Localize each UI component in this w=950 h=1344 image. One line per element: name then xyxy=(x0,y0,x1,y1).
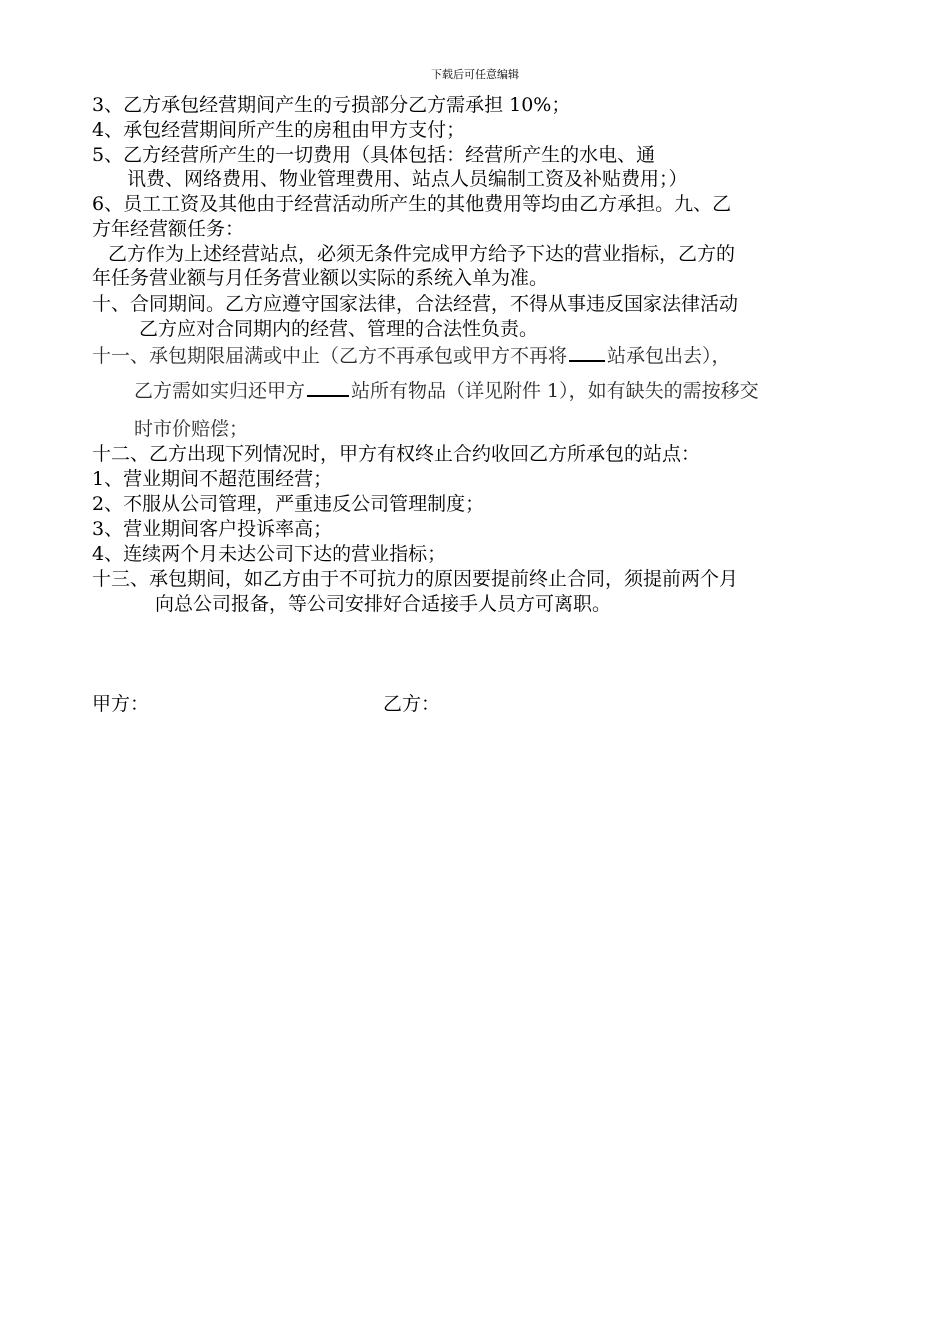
clause-11-text-d: 站所有物品（详见附件 1），如有缺失的需按移交 xyxy=(351,380,759,402)
clause-12-item-4: 4、连续两个月未达公司下达的营业指标； xyxy=(92,543,447,565)
clause-8-item-6: 6、员工工资及其他由于经营活动所产生的其他费用等均由乙方承担。九、乙 xyxy=(92,193,732,215)
clause-11-line-1 xyxy=(92,344,731,368)
clause-9-body-cont: 年任务营业额与月任务营业额以实际的系统入单为准。 xyxy=(92,267,549,289)
clause-12-item-1: 1、营业期间不超范围经营； xyxy=(92,468,333,490)
clause-13: 十三、承包期间，如乙方由于不可抗力的原因要提前终止合同，须提前两个月 xyxy=(92,568,739,590)
clause-13-cont: 向总公司报备，等公司安排好合适接手人员方可离职。 xyxy=(155,593,612,615)
clause-10-cont: 乙方应对合同期内的经营、管理的合法性负责。 xyxy=(139,318,539,340)
clause-11-text-b: 站承包出去）， xyxy=(607,345,731,367)
clause-11-line-3: 时市价赔偿； xyxy=(134,418,249,440)
signature-party-b: 乙方： xyxy=(383,693,441,715)
clause-8-item-4: 4、承包经营期间所产生的房租由甲方支付； xyxy=(92,119,466,141)
station-name-blank-2 xyxy=(307,379,349,397)
clause-8-item-3: 3、乙方承包经营期间产生的亏损部分乙方需承担 10%； xyxy=(92,94,571,116)
clause-10: 十、合同期间。乙方应遵守国家法律，合法经营，不得从事违反国家法律活动 xyxy=(92,293,739,315)
clause-12: 十二、乙方出现下列情况时，甲方有权终止合约收回乙方所承包的站点： xyxy=(92,443,701,465)
clause-8-item-5-cont: 讯费、网络费用、物业管理费用、站点人员编制工资及补贴费用；） xyxy=(127,168,688,190)
signature-party-a: 甲方： xyxy=(92,693,150,715)
clause-9-title-cont: 方年经营额任务： xyxy=(92,218,245,240)
clause-12-item-2: 2、不服从公司管理，严重违反公司管理制度； xyxy=(92,493,485,515)
clause-11-line-2 xyxy=(134,379,759,403)
clause-8-item-5: 5、乙方经营所产生的一切费用（具体包括：经营所产生的水电、通 xyxy=(92,144,656,166)
clause-9-body: 乙方作为上述经营站点，必须无条件完成甲方给予下达的营业指标，乙方的 xyxy=(108,243,736,265)
station-name-blank xyxy=(569,344,605,362)
page-header-note: 下载后可任意编辑 xyxy=(431,68,519,81)
clause-11-text-c: 乙方需如实归还甲方 xyxy=(134,380,306,402)
clause-11-text-a: 十一、承包期限届满或中止（乙方不再承包或甲方不再将 xyxy=(92,345,568,367)
clause-12-item-3: 3、营业期间客户投诉率高； xyxy=(92,518,333,540)
